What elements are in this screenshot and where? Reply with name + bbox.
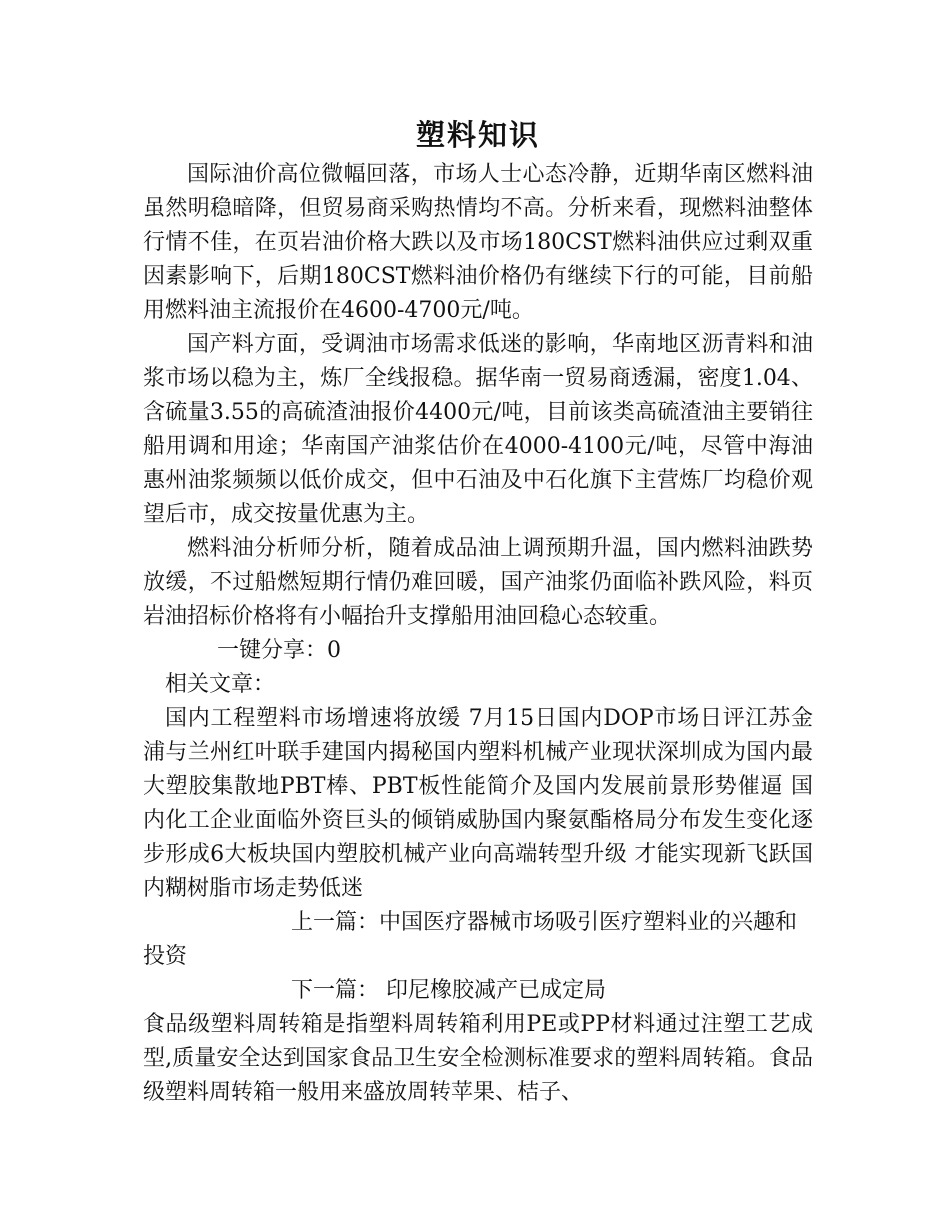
food-grade-crate-paragraph: 食品级塑料周转箱是指塑料周转箱利用PE或PP材料通过注塑工艺成型,质量安全达到国家食品卫生安全检测标准要求的塑料周转箱。食品级塑料周转箱一般用来盛放周转苹果、桔子、 [143, 1012, 813, 1105]
document-page [143, 112, 813, 1110]
page-title: 塑料知识 [415, 118, 540, 152]
paragraph-fuel-oil-market: 国际油价高位微幅回落，市场人士心态冷静，近期华南区燃料油虽然明稳暗降，但贸易商采购热情均不高。分析来看，现燃料油整体行情不佳，在页岩油价格大跌以及市场180CST燃料油供应过剩双重因素影响下，后期180CST燃料油价格仍有继续下行的可能，目前船用燃料油主流报价在4600-4700元/吨。 [143, 162, 813, 323]
paragraph-domestic-material: 国产料方面，受调油市场需求低迷的影响，华南地区沥青料和油浆市场以稳为主，炼厂全线报稳。据华南一贸易商透漏，密度1.04、含硫量3.55的高硫渣油报价4400元/吨，目前该类高硫渣油主要销往船用调和用途；华南国产油浆估价在4000-4100元/吨，尽管中海油惠州油浆频频以低价成交，但中石油及中石化旗下主营炼厂均稳价观望后市，成交按量优惠为主。 [143, 332, 813, 527]
related-articles-label: 相关文章： [165, 672, 276, 697]
related-articles-list[interactable]: 国内工程塑料市场增速将放缓 7月15日国内DOP市场日评江苏金浦与兰州红叶联手建国内揭秘国内塑料机械产业现状深圳成为国内最大塑胶集散地PBT棒、PBT板性能简介及国内发展前景形势催逼 国内化工企业面临外资巨头的倾销威胁国内聚氨酯格局分布发生变化逐步形成6大板块国内塑胶机械产业向高端转型升级 才能实现新飞跃国内糊树脂市场走势低迷 [143, 706, 813, 901]
next-article-link[interactable]: 下一篇： 印尼橡胶减产已成定局 [291, 978, 606, 1003]
share-count[interactable]: 一键分享：0 [217, 638, 341, 663]
previous-article-link[interactable]: 上一篇：中国医疗器械市场吸引医疗塑料业的兴趣和投资 [143, 910, 798, 969]
paragraph-analyst-view: 燃料油分析师分析，随着成品油上调预期升温，国内燃料油跌势放缓，不过船燃短期行情仍难回暖，国产油浆仍面临补跌风险，料页岩油招标价格将有小幅抬升支撑船用油回稳心态较重。 [143, 536, 813, 629]
